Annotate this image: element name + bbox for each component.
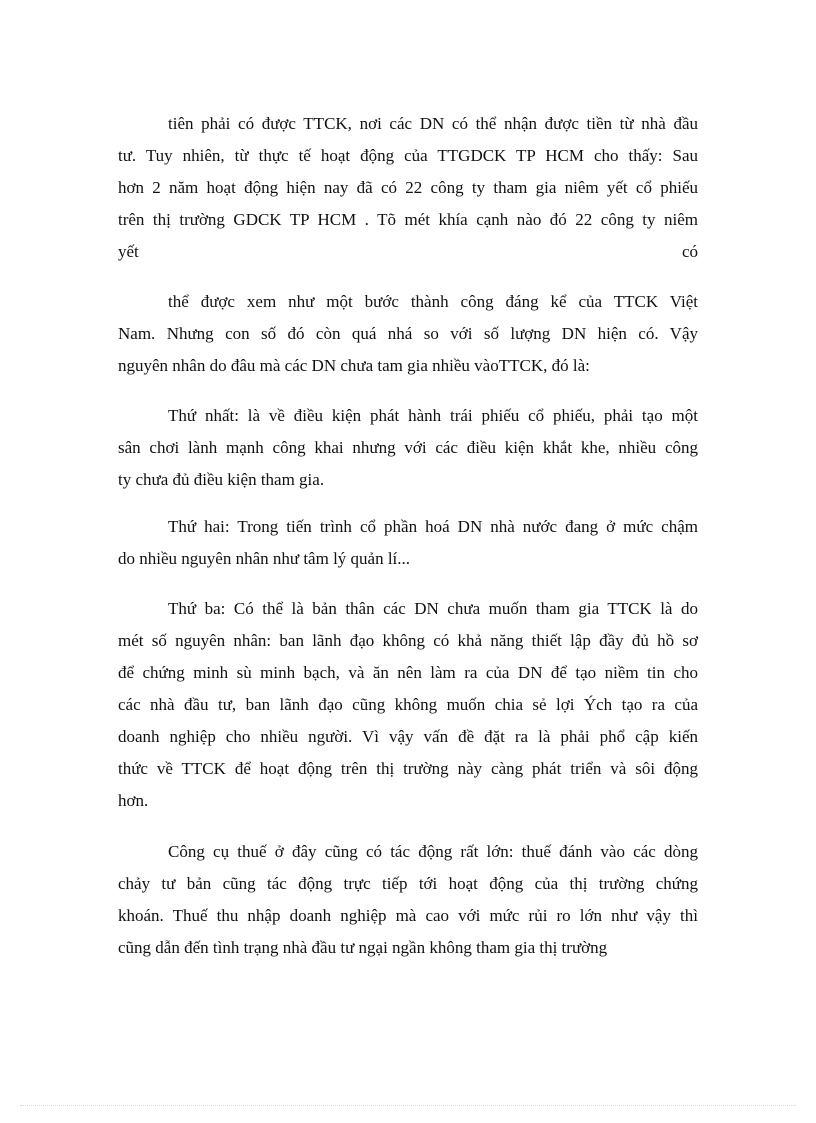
text-line: Công cụ thuế ở đây cũng có tác động rất lớn: thuế đánh vào các dòng xyxy=(168,842,698,861)
paragraph-1 xyxy=(118,108,698,268)
page-footer-divider xyxy=(20,1105,796,1106)
text-line: Thứ hai: Trong tiến trình cổ phần hoá DN nhà nước đang ở mức chậm xyxy=(168,517,698,536)
text-line: hơn. xyxy=(118,791,149,810)
text-line: các nhà đầu tư, ban lãnh đạo cũng không muốn chia sẻ lợi Ých tạo ra của xyxy=(118,695,698,714)
text-line: Thứ nhất: là về điều kiện phát hành trái phiếu cổ phiếu, phải tạo một xyxy=(168,406,698,425)
text-line: doanh nghiệp cho nhiều người. Vì vậy vấn đề đặt ra là phải phổ cập kiến xyxy=(118,727,698,746)
split-line-left: yết xyxy=(118,242,139,261)
text-line: sân chơi lành mạnh công khai nhưng với các điều kiện khắt khe, nhiều công xyxy=(118,438,698,457)
split-line-right: có xyxy=(681,242,698,261)
text-line: trên thị trường GDCK TP HCM . Tõ mét khía cạnh nào đó 22 công ty niêm xyxy=(118,210,698,229)
text-line: nguyên nhân do đâu mà các DN chưa tam gia nhiều vàoTTCK, đó là: xyxy=(118,356,590,375)
text-line: ty chưa đủ điều kiện tham gia. xyxy=(118,470,325,489)
paragraph-6 xyxy=(118,836,698,964)
text-line: mét số nguyên nhân: ban lãnh đạo không có khả năng thiết lập đầy đủ hồ sơ xyxy=(118,631,698,650)
text-line: Thứ ba: Có thể là bản thân các DN chưa muốn tham gia TTCK là do xyxy=(168,599,698,618)
paragraph-2 xyxy=(118,286,698,382)
text-line: tư. Tuy nhiên, từ thực tế hoạt động của TTGDCK TP HCM cho thấy: Sau xyxy=(118,146,698,165)
text-line: khoán. Thuế thu nhập doanh nghiệp mà cao với mức rủi ro lớn như vậy thì xyxy=(118,906,698,925)
text-line: tiên phải có được TTCK, nơi các DN có thể nhận được tiền từ nhà đầu xyxy=(168,114,698,133)
paragraph-4 xyxy=(118,511,698,575)
paragraph-5 xyxy=(118,593,698,817)
text-line: Nam. Nhưng con số đó còn quá nhá so với số lượng DN hiện có. Vậy xyxy=(118,324,698,343)
split-line xyxy=(118,236,698,268)
text-line: do nhiều nguyên nhân như tâm lý quản lí... xyxy=(118,549,411,568)
paragraph-3 xyxy=(118,400,698,496)
text-line: chảy tư bản cũng tác động trực tiếp tới hoạt động của thị trường chứng xyxy=(118,874,698,893)
text-line: cũng dẫn đến tình trạng nhà đầu tư ngại ngần không tham gia thị trường xyxy=(118,938,608,957)
text-line: thức về TTCK để hoạt động trên thị trường này càng phát triển và sôi động xyxy=(118,759,698,778)
text-line: để chứng minh sù minh bạch, và ăn nên làm ra của DN để tạo niềm tin cho xyxy=(118,663,698,682)
text-line: thể được xem như một bước thành công đáng kể của TTCK Việt xyxy=(168,292,698,311)
text-line: hơn 2 năm hoạt động hiện nay đã có 22 công ty tham gia niêm yết cổ phiếu xyxy=(118,178,698,197)
